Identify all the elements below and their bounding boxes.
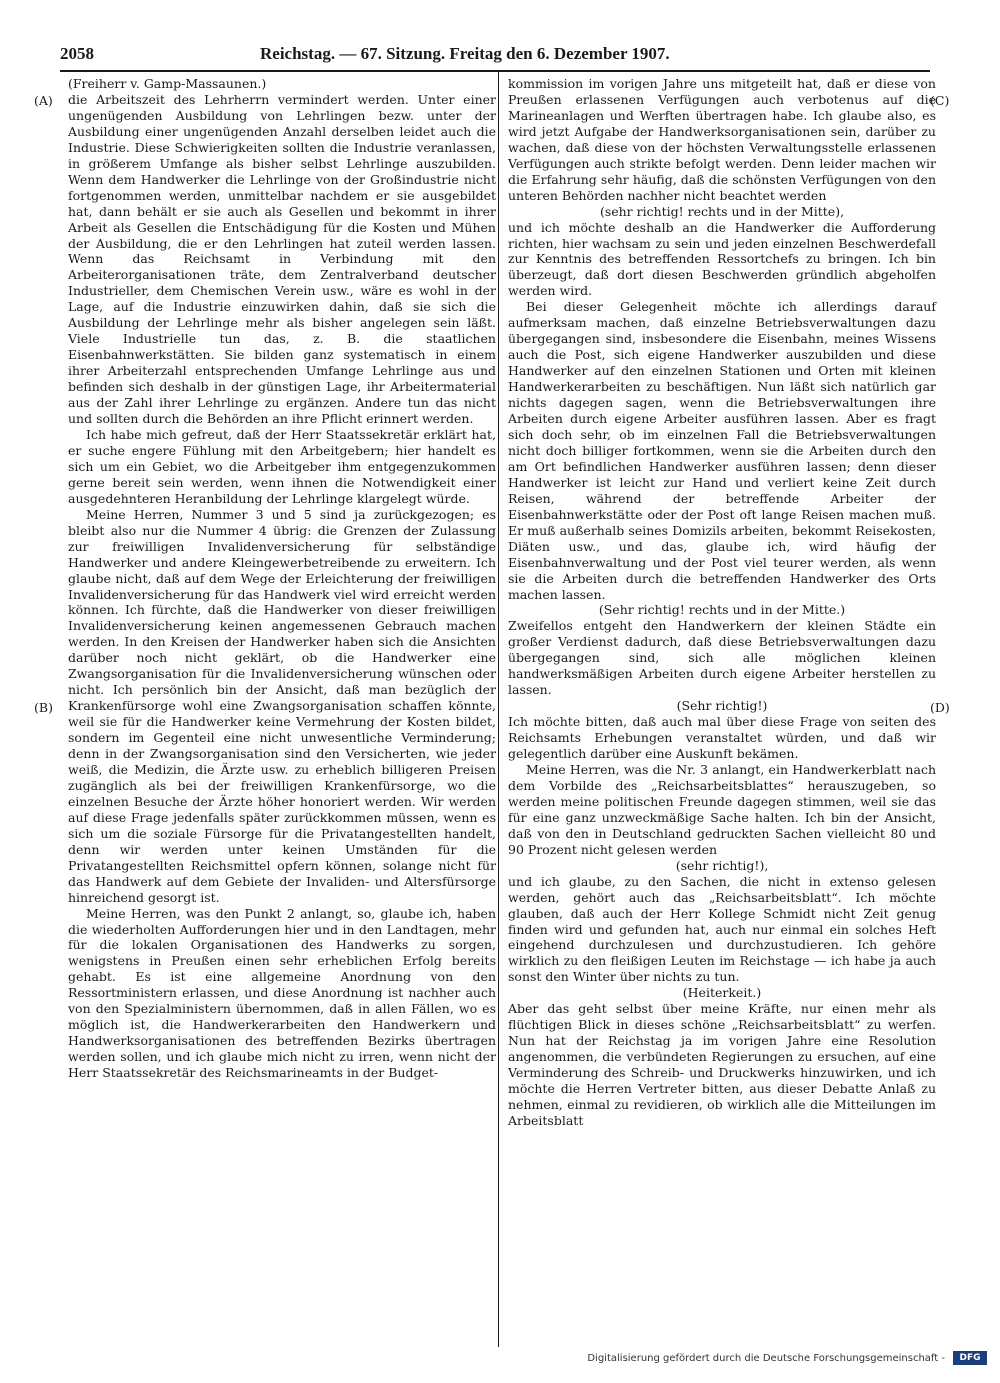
paragraph: und ich möchte deshalb an die Handwerker die Aufforderung richten, hier wachsam zu sein und jeden einzelnen Beschwerdefall zur Kenntnis des betreffenden Ressortchefs zu bringen. Ich bin überzeugt, daß dort diesen Beschwerden gründlich abgeholfen werden wird. — [508, 219, 936, 299]
interjection: (Heiterkeit.) — [682, 985, 762, 1001]
dfg-logo: DFG — [953, 1351, 987, 1365]
right-column — [508, 76, 936, 1129]
left-column — [68, 76, 496, 1081]
header-rule — [60, 70, 930, 72]
margin-mark-b: (B) — [34, 700, 53, 715]
column-divider — [498, 72, 499, 1347]
paragraph: kommission im vorigen Jahre uns mitgeteilt hat, daß er diese von Preußen erlassenen Verfügungen auch verbotenus auf die Marineanlagen und Werften übertragen habe. Ich glaube also, es wird jetzt Aufgabe der Handwerksorganisationen sein, darüber zu wachen, daß diese von der höchsten Verwaltungsstelle erlassenen Verfügungen auch strikte befolgt werden. Denn leider machen wir die Erfahrung sehr häufig, daß die schönsten Verfügungen von den unteren Behörden nachher nicht beachtet werden — [508, 76, 936, 203]
running-title: Reichstag. — 67. Sitzung. Freitag den 6. Dezember 1907. — [260, 44, 670, 63]
margin-mark-a: (A) — [34, 93, 53, 108]
margin-mark-c: (C) — [930, 93, 950, 108]
paragraph: Zweifellos entgeht den Handwerkern der kleinen Städte ein großer Verdienst dadurch, daß diese Betriebsverwaltungen dazu übergegangen sind, sich alle möglichen kleinen handwerksmäßigen Arbeiten durch eigene Arbeiter herstellen zu lassen. — [508, 618, 936, 698]
page-number: 2058 — [60, 44, 94, 63]
paragraph: Meine Herren, was die Nr. 3 anlangt, ein Handwerkerblatt nach dem Vorbilde des „Reichsarbeitsblattes“ herauszugeben, so werden meine politischen Freunde dagegen stimmen, weil sie das für eine ganz unzweckmäßige Sache halten. Ich bin der Ansicht, daß von den in Deutschland gedruckten Sachen vielleicht 80 und 90 Prozent nicht gelesen werden — [508, 761, 936, 857]
paragraph: und ich glaube, zu den Sachen, die nicht in extenso gelesen werden, gehört auch das „Reichsarbeitsblatt“. Ich möchte glauben, daß auch der Herr Kollege Schmidt nicht Zeit genug finden wird und gefunden hat, auch nur einmal ein solches Heft eingehend durchzulesen und durchzustudieren. Ich gehöre wirklich zu den fleißigen Leuten im Reichstage — ich habe ja auch sonst den Winter über nichts zu tun. — [508, 873, 936, 985]
paragraph: die Arbeitszeit des Lehrherrn vermindert werden. Unter einer ungenügenden Ausbildung von Lehrlingen bezw. unter der Ausbildung einer ungenügenden Anzahl derselben leidet auch die Industrie. Diese Schwierigkeiten sollten die Industrie veranlassen, in größerem Umfange als bisher selbst Lehrlinge auszubilden. Wenn dem Handwerker die Lehrlinge von der Großindustrie nicht fortgenommen werden, unmittelbar nachdem er sie ausgebildet hat, dann behält er sie auch als Gesellen und bekommt in ihrer Arbeit als Gesellen die Entschädigung für die Kosten und Mühen der Ausbildung, die er den Lehrlingen hat zuteil werden lassen. Wenn das Reichsamt in Verbindung mit den Arbeiterorganisationen träte, dem Zentralverband deutscher Industrieller, dem Chemischen Verein usw., wäre es wohl in der Lage, auf die Industrie einzuwirken dahin, daß sie sich die Ausbildung der Lehrlinge mehr als bisher angelegen sein läßt. Viele Industrielle tun das, z. B. die staatlichen Eisenbahnwerkstätten. Sie bilden ganz systematisch in einem ihrer Arbeiterzahl entsprechenden Umfange Lehrlinge aus und befinden sich deshalb in der günstigen Lage, ihr Arbeitermaterial aus der Zahl ihrer Lehrlinge zu ergänzen. Andere tun das nicht und sollten durch die Behörden an ihre Pflicht erinnert werden. — [68, 91, 496, 427]
paragraph: Aber das geht selbst über meine Kräfte, nur einen mehr als flüchtigen Blick in dieses schöne „Reichsarbeitsblatt“ zu werfen. Nun hat der Reichstag ja im vorigen Jahre eine Resolution angenommen, die verbündeten Regierungen zu ersuchen, auf eine Verminderung des Schreib- und Druckwerks hinzuwirken, und ich möchte die Herren Vertreter bitten, aus dieser Debatte Anlaß zu nehmen, einmal zu revidieren, ob wirklich alle die Mitteilungen im Arbeitsblatt — [508, 1001, 936, 1128]
paragraph: Meine Herren, Nummer 3 und 5 sind ja zurückgezogen; es bleibt also nur die Nummer 4 übrig: die Grenzen der Zulassung zur freiwilligen Invalidenversicherung für selbständige Handwerker und andere Kleingewerbetreibende zu erweitern. Ich glaube nicht, daß auf dem Wege der Erleichterung der freiwilligen Invalidenversicherung für das Handwerk viel wird erreicht werden können. Ich fürchte, daß die Handwerker von dieser freiwilligen Invalidenversicherung keinen angemessenen Gebrauch machen werden. In den Kreisen der Handwerker haben sich die Ansichten darüber noch nicht geklärt, ob die Handwerker eine Zwangsorganisation für die Invalidenversicherung wünschen oder nicht. Ich persönlich bin der Ansicht, daß man bezüglich der Krankenfürsorge wohl eine Zwangsorganisation schaffen könnte, weil sie für die Handwerker keine Vermehrung der Kosten bildet, sondern im Gegenteil eine nicht unwesentliche Verminderung; denn in der Zwangsorganisation sind den Versicherten, wie jeder weiß, die Medizin, die Ärzte usw. zu erheblich billigeren Preisen zugänglich als bei der freiwilligen Krankenfürsorge, wo die einzelnen Besuche der Ärzte höher honoriert werden. Wir werden auf diese Frage jedenfalls später zurückkommen müssen, wenn es sich um die soziale Fürsorge für die Privatangestellten handelt, denn wir werden unter keinen Umständen für die Privatangestellten Reichsmittel opfern können, solange nicht für das Handwerk auf dem Gebiete der Invaliden- und Altersfürsorge hinreichend gesorgt ist. — [68, 506, 496, 905]
footer-credit: Digitalisierung gefördert durch die Deutsche Forschungsgemeinschaft - — [587, 1353, 945, 1364]
paragraph: Ich habe mich gefreut, daß der Herr Staatssekretär erklärt hat, er suche engere Fühlung mit den Arbeitgebern; hier handelt es sich um ein Gebiet, wo die Arbeitgeber ihm entgegenzukommen gerne bereit sein werden, wenn ihnen die Notwendigkeit einer ausgedehnteren Heranbildung der Lehrlinge klargelegt würde. — [68, 426, 496, 506]
speaker-label: (Freiherr v. Gamp-Massaunen.) — [68, 76, 267, 91]
interjection: (sehr richtig! rechts und in der Mitte), — [599, 203, 845, 219]
interjection: (sehr richtig!), — [675, 857, 769, 873]
paragraph: Ich möchte bitten, daß auch mal über diese Frage von seiten des Reichsamts Erhebungen veranstaltet würden, und daß wir gelegentlich darüber eine Auskunft bekämen. — [508, 714, 936, 762]
page-header — [60, 44, 930, 66]
margin-mark-d: (D) — [930, 700, 950, 715]
interjection: (Sehr richtig!) — [676, 698, 768, 714]
interjection: (Sehr richtig! rechts und in der Mitte.) — [598, 602, 846, 618]
paragraph: Meine Herren, was den Punkt 2 anlangt, so, glaube ich, haben die wiederholten Aufforderungen hier und in den Landtagen, mehr für die lokalen Organisationen des Handwerks zu sorgen, wenigstens in Preußen einen sehr erheblichen Erfolg bereits gehabt. Es ist eine allgemeine Anordnung von den Ressortministern erlassen, und diese Anordnung ist nachher auch von den Spezialministern übernommen, daß in allen Fällen, wo es möglich ist, die Handwerkerarbeiten den Handwerkern und Handwerksorganisationen des betreffenden Bezirks übertragen werden sollen, und ich glaube mich nicht zu irren, wenn nicht der Herr Staatssekretär des Reichsmarineamts in der Budget- — [68, 905, 496, 1081]
paragraph: Bei dieser Gelegenheit möchte ich allerdings darauf aufmerksam machen, daß einzelne Betriebsverwaltungen dazu übergegangen sind, insbesondere die Eisenbahn, meines Wissens auch die Post, sich eigene Handwerker auszubilden und diese Handwerker auf den einzelnen Stationen und Orten mit kleinen Handwerkerarbeiten zu beschäftigen. Nun läßt sich natürlich gar nichts dagegen sagen, wenn die Betriebsverwaltungen ihre Arbeiten durch eigene Arbeiter ausführen lassen. Aber es fragt sich doch sehr, ob im einzelnen Fall die Betriebsverwaltungen nicht doch billiger fortkommen, wenn sie die Arbeiten durch den am Ort befindlichen Handwerker ausführen lassen; denn dieser Handwerker ist leicht zur Hand und verliert keine Zeit durch Reisen, während der betreffende Arbeiter der Eisenbahnwerkstätte oder der Post oft lange Reisen machen muß. Er muß außerhalb seines Domizils arbeiten, bekommt Reisekosten, Diäten usw., und das, glaube ich, wird häufig der Eisenbahnverwaltung und der Post viel teurer werden, als wenn sie die Arbeiten durch die betreffenden Handwerker des Orts machen lassen. — [508, 299, 936, 602]
footer — [587, 1350, 995, 1370]
